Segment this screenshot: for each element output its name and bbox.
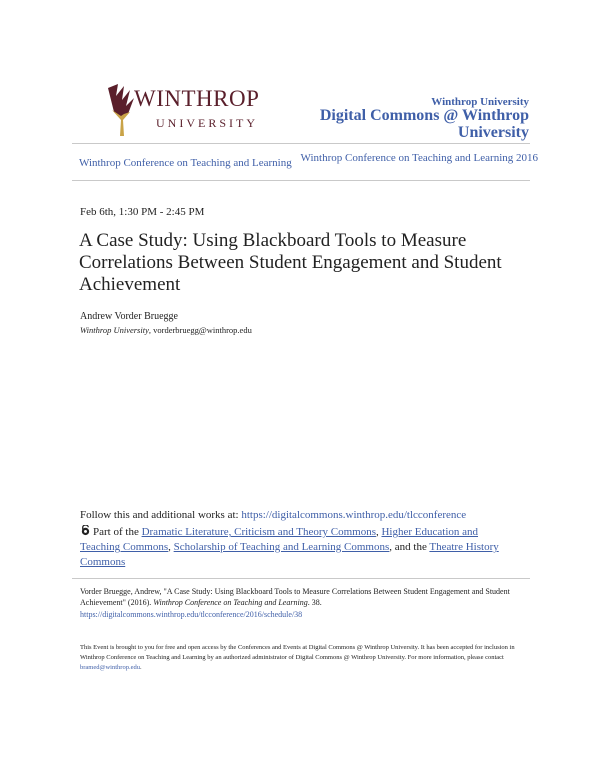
series-link-right[interactable]: Winthrop Conference on Teaching and Learning 2016: [300, 152, 538, 164]
contact-email-link[interactable]: bramed@winthrop.edu: [80, 664, 140, 671]
separator: , and the: [389, 541, 430, 553]
author-name: Andrew Vorder Bruegge: [80, 311, 178, 322]
paper-title: A Case Study: Using Blackboard Tools to Measure Correlations Between Student Engagement and Student Achievement: [79, 230, 502, 295]
affiliation-email: , vorderbruegg@winthrop.edu: [148, 325, 252, 335]
affiliation-institution: Winthrop University: [80, 325, 149, 335]
series-divider: [72, 180, 530, 181]
access-notice: [80, 643, 532, 673]
commons-link-theatre-history[interactable]: Theatre History Commons: [80, 541, 499, 568]
part-of-prefix: Part of the: [93, 526, 142, 538]
follow-prefix: Follow this and additional works at:: [80, 509, 242, 521]
university-logo: [104, 82, 269, 140]
event-date: Feb 6th, 1:30 PM - 2:45 PM: [80, 206, 205, 218]
recommended-citation: [80, 586, 532, 608]
notice-end: .: [139, 664, 142, 671]
notice-text: This Event is brought to you for free and open access by the Conferences and Events at Digital Commons @ Winthrop University. It has been accepted for inclusion in Winthrop Conference on Teaching and Learning by an authorized administrator of Digital Commons @ Winthrop University. For more information, please contact: [80, 644, 515, 661]
series-link-left[interactable]: Winthrop Conference on Teaching and Learning: [79, 157, 292, 169]
separator: ,: [168, 541, 174, 553]
repository-name[interactable]: Digital Commons @ Winthrop University: [319, 107, 529, 141]
header-divider: [72, 143, 530, 144]
logo-wordmark: WINTHROP: [134, 86, 260, 111]
logo-subtitle: UNIVERSITY: [156, 116, 258, 130]
citation-url[interactable]: https://digitalcommons.winthrop.edu/tlcconference/2016/schedule/38: [80, 610, 303, 619]
citation-journal: Winthrop Conference on Teaching and Learning: [153, 598, 308, 607]
commons-link-scholarship-teaching[interactable]: Scholarship of Teaching and Learning Commons: [173, 541, 390, 553]
citation-text: Vorder Bruegge, Andrew, "A Case Study: Using Blackboard Tools to Measure Correlations Between Student Engagement and Student Achievement" (2016).: [80, 587, 510, 607]
commons-link-dramatic-literature[interactable]: Dramatic Literature, Criticism and Theory Commons: [141, 526, 376, 538]
citation-end: . 38.: [307, 598, 322, 607]
separator: ,: [375, 526, 382, 538]
follow-link[interactable]: https://digitalcommons.winthrop.edu/tlcconference: [241, 509, 467, 521]
citation-divider: [72, 578, 530, 579]
author-affiliation: [80, 325, 252, 335]
follow-line: [80, 509, 466, 521]
open-access-icon: [80, 525, 91, 536]
institution-name[interactable]: Winthrop University: [431, 96, 529, 108]
eagle-emblem-icon: [104, 82, 138, 138]
commons-link-higher-education[interactable]: Higher Education and Teaching Commons: [80, 526, 479, 553]
part-of-block: [80, 525, 520, 570]
